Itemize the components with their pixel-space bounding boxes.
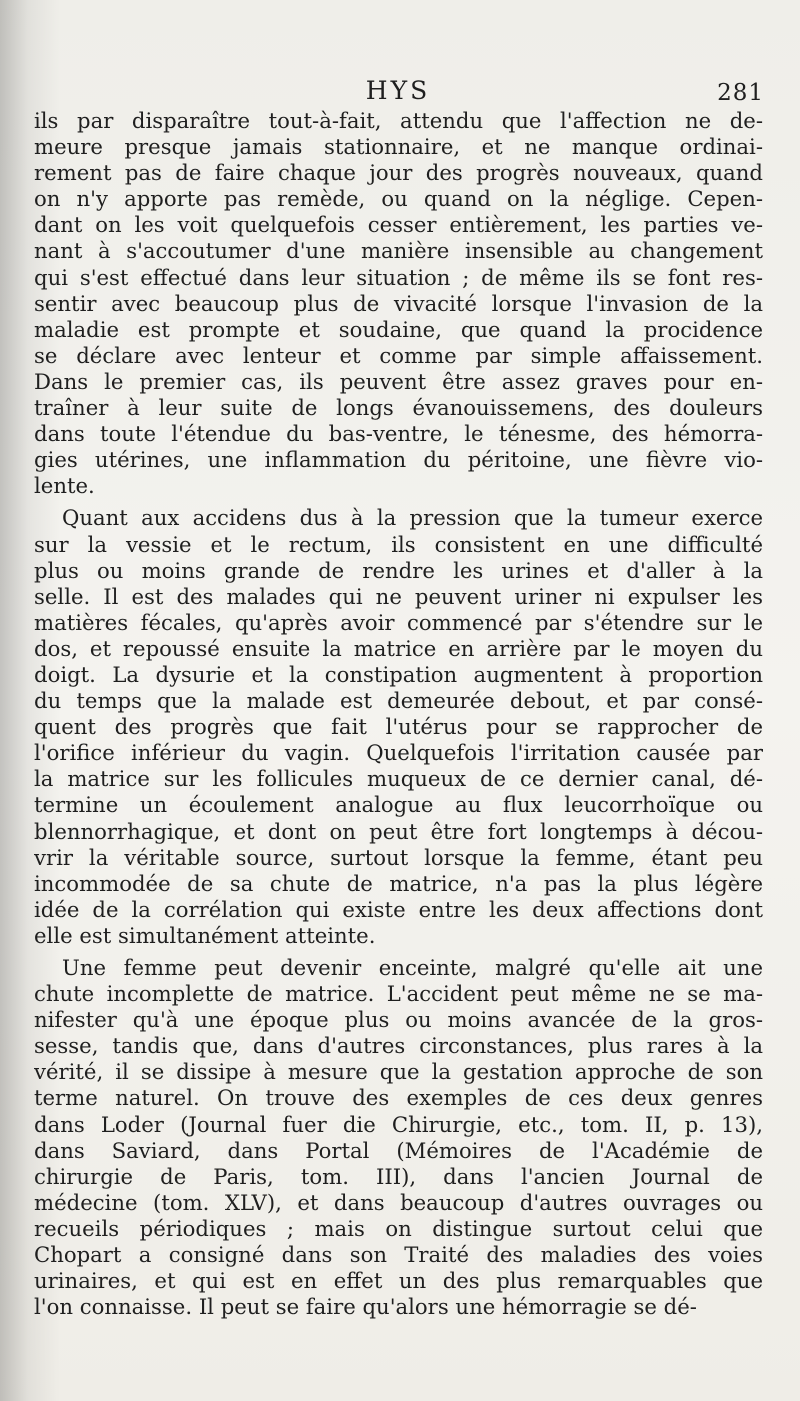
text-line: se déclare avec lenteur et comme par simple affaissement. [34, 342, 763, 368]
text-line: meure presque jamais stationnaire, et ne manque ordinai- [34, 134, 763, 160]
text-line: blennorrhagique, et dont on peut être fort longtemps à décou- [34, 818, 763, 844]
text-line: vérité, il se dissipe à mesure que la gestation approche de son [34, 1059, 763, 1085]
text-line: rement pas de faire chaque jour des progrès nouveaux, quand [34, 160, 763, 186]
text-line: Une femme peut devenir enceinte, malgré qu'elle ait une [62, 955, 763, 980]
text-line: idée de la corrélation qui existe entre les deux affections dont [34, 896, 763, 922]
text-line: elle est simultanément atteinte. [34, 922, 376, 948]
page-number: 281 [717, 80, 764, 106]
text-line: traîner à leur suite de longs évanouissemens, des douleurs [34, 395, 763, 421]
paragraph-1 [34, 108, 763, 499]
text-line: quent des progrès que fait l'utérus pour se rapprocher de [34, 714, 763, 740]
text-line: vrir la véritable source, surtout lorsque la femme, étant peu [34, 844, 763, 870]
text-line: du temps que la malade est demeurée debout, et par consé- [34, 688, 763, 714]
text-line: ils par disparaître tout-à-fait, attendu que l'affection ne de- [34, 108, 763, 133]
text-line: recueils périodiques ; mais on distingue surtout celui que [34, 1215, 763, 1241]
text-line: on n'y apporte pas remède, ou quand on la néglige. Cepen- [34, 186, 763, 212]
text-line: terme naturel. On trouve des exemples de ces deux genres [34, 1085, 763, 1111]
text-line: lente. [34, 473, 95, 499]
text-line: chirurgie de Paris, tom. III), dans l'ancien Journal de [34, 1163, 763, 1189]
page-header [32, 74, 764, 108]
text-line: selle. Il est des malades qui ne peuvent uriner ni expulser les [34, 583, 763, 609]
text-line: dans Loder (Journal fuer die Chirurgie, etc., tom. II, p. 13), [34, 1111, 763, 1137]
text-line: doigt. La dysurie et la constipation augmentent à proportion [34, 661, 763, 687]
text-line: Dans le premier cas, ils peuvent être assez graves pour en- [34, 368, 763, 394]
text-line: termine un écoulement analogue au flux leucorrhoïque ou [34, 792, 763, 818]
text-line: nifester qu'à une époque plus ou moins avancée de la gros- [34, 1007, 763, 1033]
text-line: nant à s'accoutumer d'une manière insensible au changement [34, 238, 763, 264]
text-line: dant on les voit quelquefois cesser entièrement, les parties ve- [34, 212, 763, 238]
text-line: plus ou moins grande de rendre les urines et d'aller à la [34, 557, 763, 583]
text-line: sesse, tandis que, dans d'autres circonstances, plus rares à la [34, 1033, 763, 1059]
paragraph-2 [34, 505, 763, 949]
text-line: Quant aux accidens dus à la pression que la tumeur exerce [62, 505, 763, 531]
text-line: la matrice sur les follicules muqueux de ce dernier canal, dé- [34, 766, 763, 792]
text-line: chute incomplette de matrice. L'accident peut même ne se ma- [34, 981, 763, 1007]
text-line: qui s'est effectué dans leur situation ; de même ils se font res- [34, 264, 763, 290]
text-line: maladie est prompte et soudaine, que quand la procidence [34, 316, 763, 342]
running-head: HYS [365, 76, 431, 105]
text-line: médecine (tom. XLV), et dans beaucoup d'autres ouvrages ou [34, 1189, 763, 1215]
paragraph-3 [34, 955, 763, 1320]
body-text [34, 108, 763, 1320]
text-line: sentir avec beaucoup plus de vivacité lorsque l'invasion de la [34, 290, 763, 316]
text-line: incommodée de sa chute de matrice, n'a pas la plus légère [34, 870, 763, 896]
text-line: matières fécales, qu'après avoir commencé par s'étendre sur le [34, 609, 763, 635]
text-line: dans Saviard, dans Portal (Mémoires de l'Académie de [34, 1137, 763, 1163]
text-line: gies utérines, une inflammation du péritoine, une fièvre vio- [34, 447, 763, 473]
text-line: urinaires, et qui est en effet un des plus remarquables que [34, 1268, 763, 1294]
text-line: Chopart a consigné dans son Traité des maladies des voies [34, 1242, 763, 1268]
text-line: l'orifice inférieur du vagin. Quelquefois l'irritation causée par [34, 740, 763, 766]
text-line: sur la vessie et le rectum, ils consistent en une difficulté [34, 531, 763, 557]
text-line: dans toute l'étendue du bas-ventre, le ténesme, des hémorra- [34, 421, 763, 447]
text-line: dos, et repoussé ensuite la matrice en arrière par le moyen du [34, 635, 763, 661]
text-line: l'on connaisse. Il peut se faire qu'alors une hémorragie se dé- [34, 1294, 697, 1320]
